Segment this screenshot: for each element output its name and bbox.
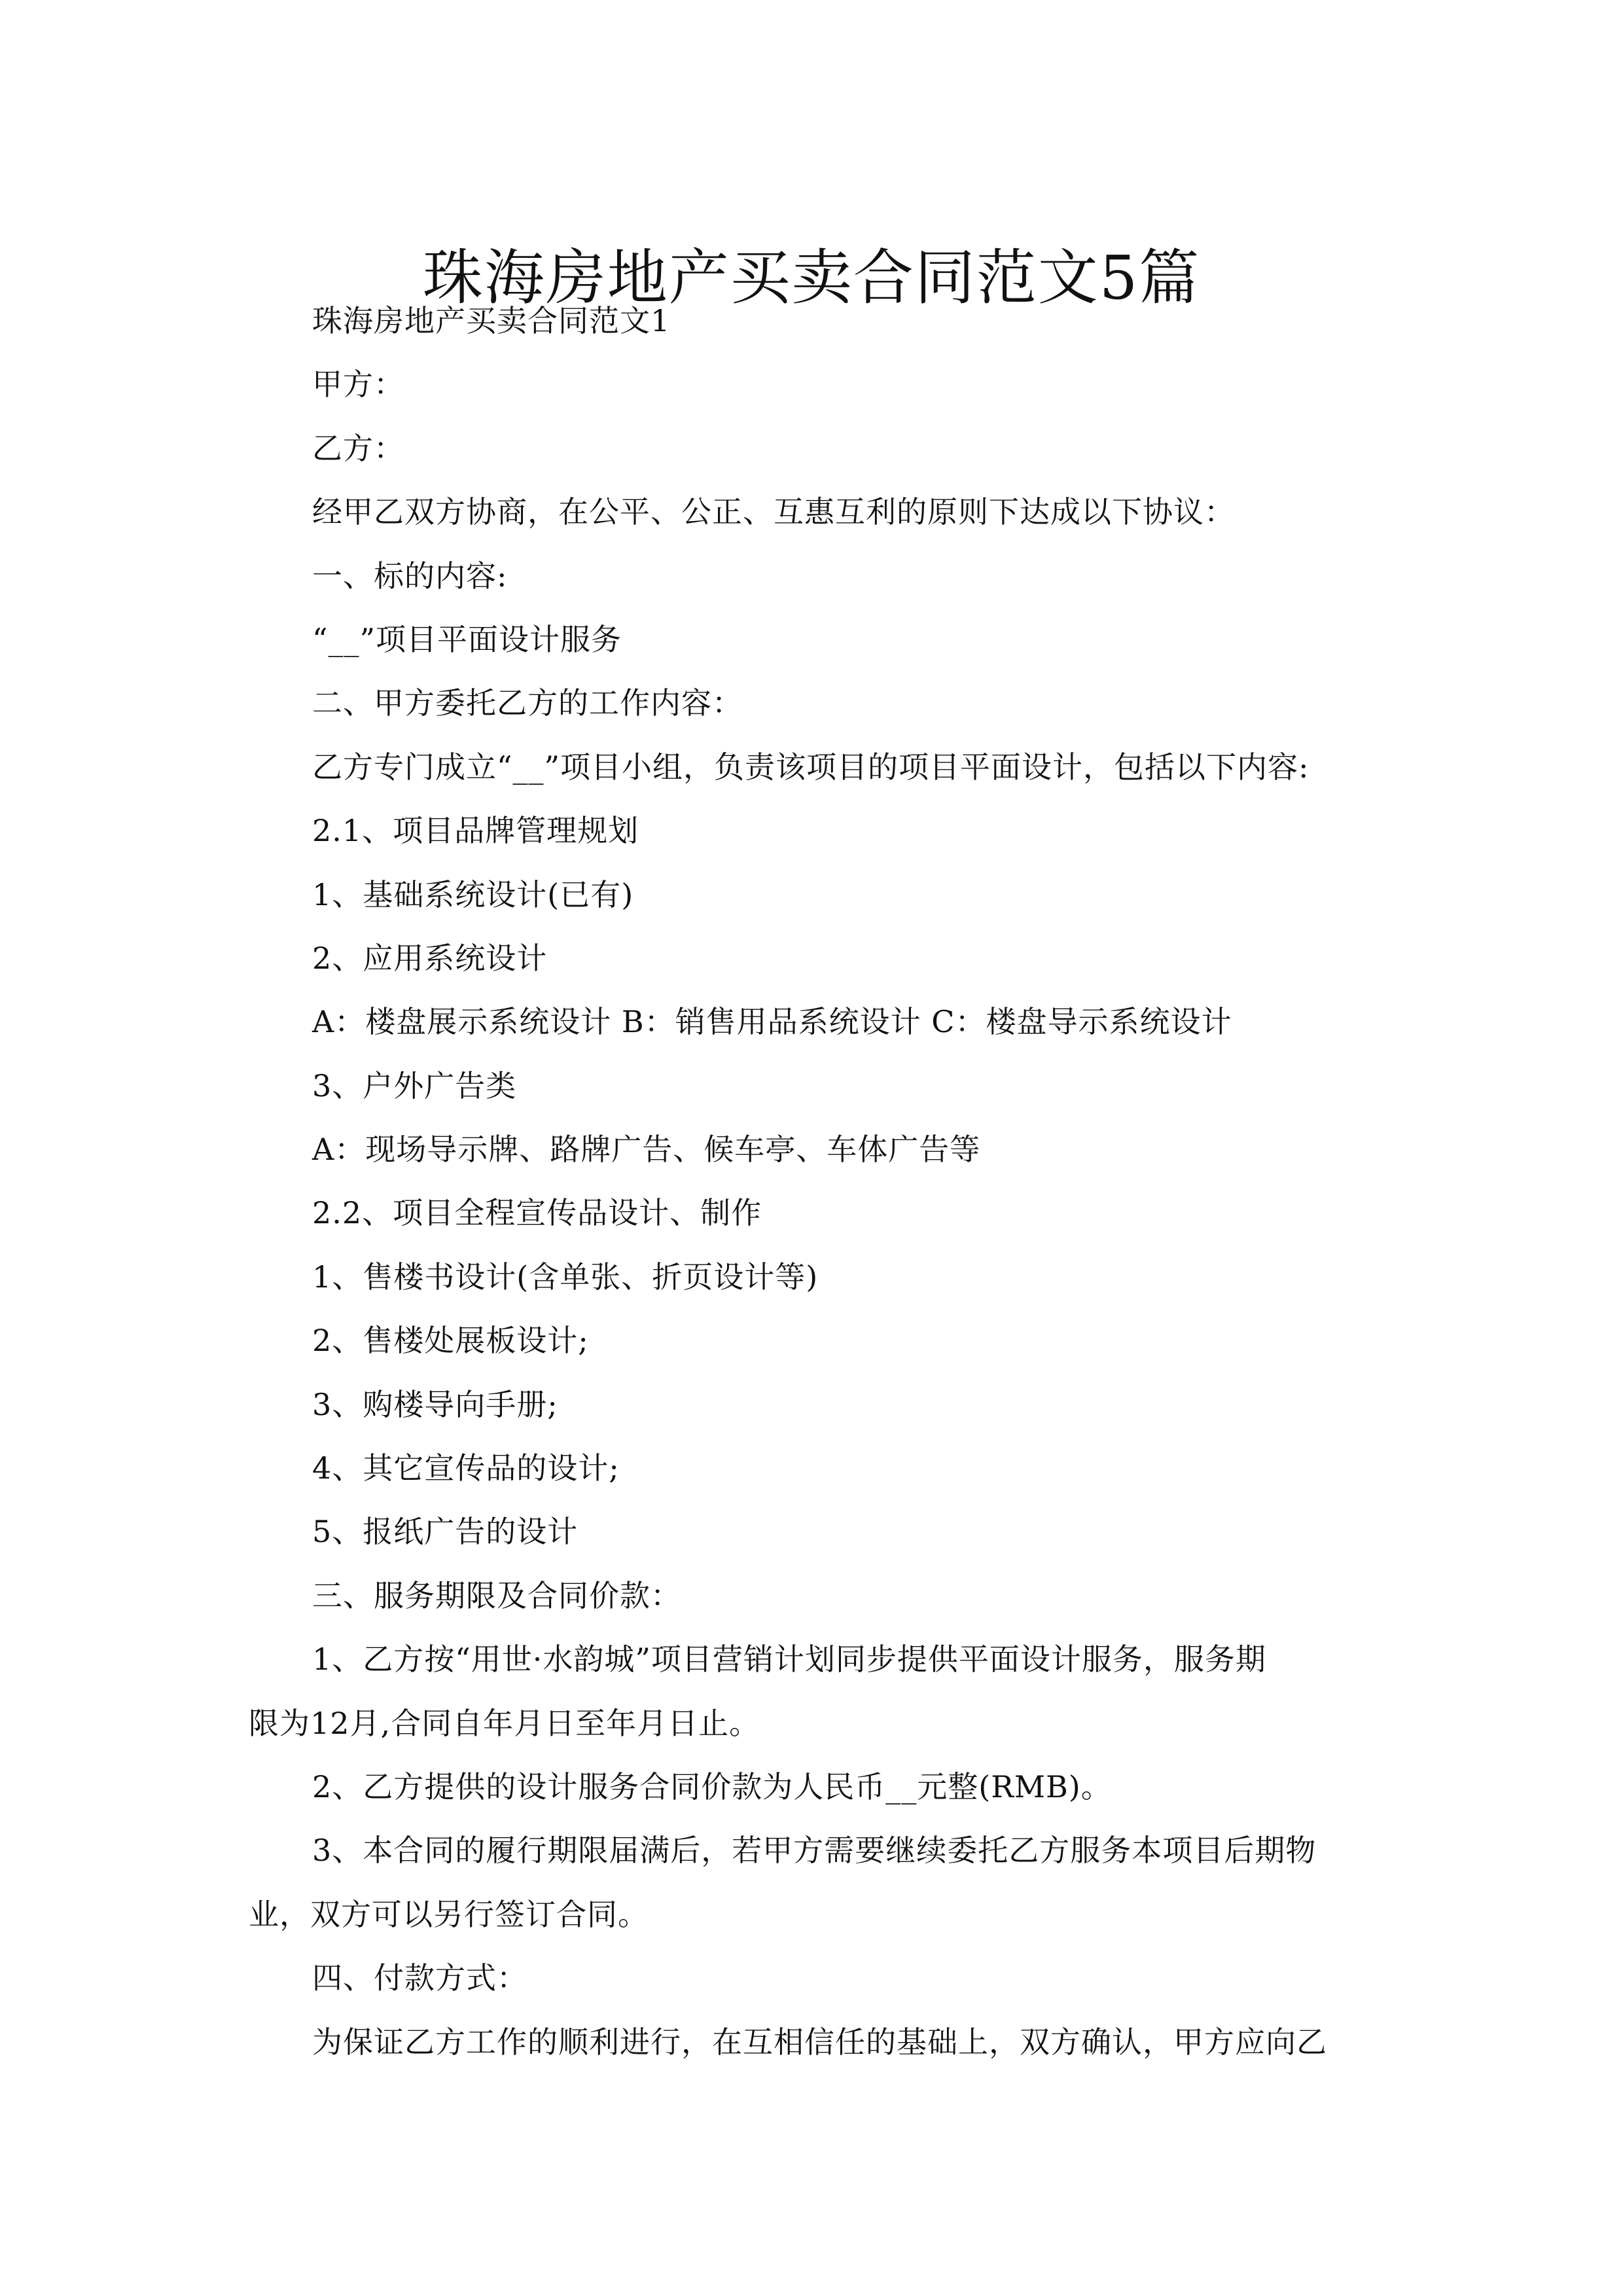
list-item: A：楼盘展示系统设计 B：销售用品系统设计 C：楼盘导示系统设计	[312, 1004, 1232, 1040]
list-item: 1、售楼书设计(含单张、折页设计等)	[312, 1259, 819, 1295]
section-4-heading: 四、付款方式：	[312, 1960, 527, 1996]
list-item: 1、基础系统设计(已有)	[312, 876, 634, 912]
list-item: 5、报纸广告的设计	[312, 1514, 579, 1550]
list-item: 3、购楼导向手册;	[312, 1386, 558, 1422]
list-item: 2、应用系统设计	[312, 940, 548, 976]
document-title: 珠海房地产买卖合同范文5篇	[422, 242, 1201, 313]
party-a-label: 甲方：	[312, 367, 404, 403]
list-item: A：现场导示牌、路牌广告、候车亭、车体广告等	[312, 1132, 981, 1168]
list-item: 4、其它宣传品的设计;	[312, 1450, 620, 1486]
list-item: 2、售楼处展板设计;	[312, 1323, 589, 1359]
paragraph-continuation: 业，双方可以另行签订合同。	[249, 1896, 649, 1932]
section-1-heading: 一、标的内容:	[312, 558, 508, 594]
section-3-heading: 三、服务期限及合同价款：	[312, 1577, 681, 1613]
section-2-heading: 二、甲方委托乙方的工作内容：	[312, 685, 743, 721]
subsection-2-1-heading: 2.1、项目品牌管理规划	[312, 813, 639, 849]
paragraph-continuation: 限为12月,合同自年月日至年月日止。	[249, 1705, 760, 1741]
document-body	[249, 289, 1381, 2074]
paragraph: 为保证乙方工作的顺利进行，在互相信任的基础上，双方确认，甲方应向乙	[312, 2024, 1327, 2060]
subsection-2-2-heading: 2.2、项目全程宣传品设计、制作	[312, 1195, 762, 1231]
paragraph: 3、本合同的履行期限届满后，若甲方需要继续委托乙方服务本项目后期物	[312, 1833, 1317, 1869]
paragraph: “__”项目平面设计服务	[312, 621, 622, 657]
list-item: 3、户外广告类	[312, 1067, 517, 1103]
party-b-label: 乙方：	[312, 430, 404, 466]
paragraph: 1、乙方按“用世·水韵城”项目营销计划同步提供平面设计服务，服务期	[312, 1641, 1266, 1677]
paragraph: 2、乙方提供的设计服务合同价款为人民币__元整(RMB)。	[312, 1768, 1112, 1804]
agreement-intro: 经甲乙双方协商，在公平、公正、互惠互利的原则下达成以下协议：	[312, 494, 1235, 530]
doc-subtitle: 珠海房地产买卖合同范文1	[312, 303, 671, 338]
paragraph: 乙方专门成立“__”项目小组，负责该项目的项目平面设计，包括以下内容:	[312, 749, 1310, 785]
